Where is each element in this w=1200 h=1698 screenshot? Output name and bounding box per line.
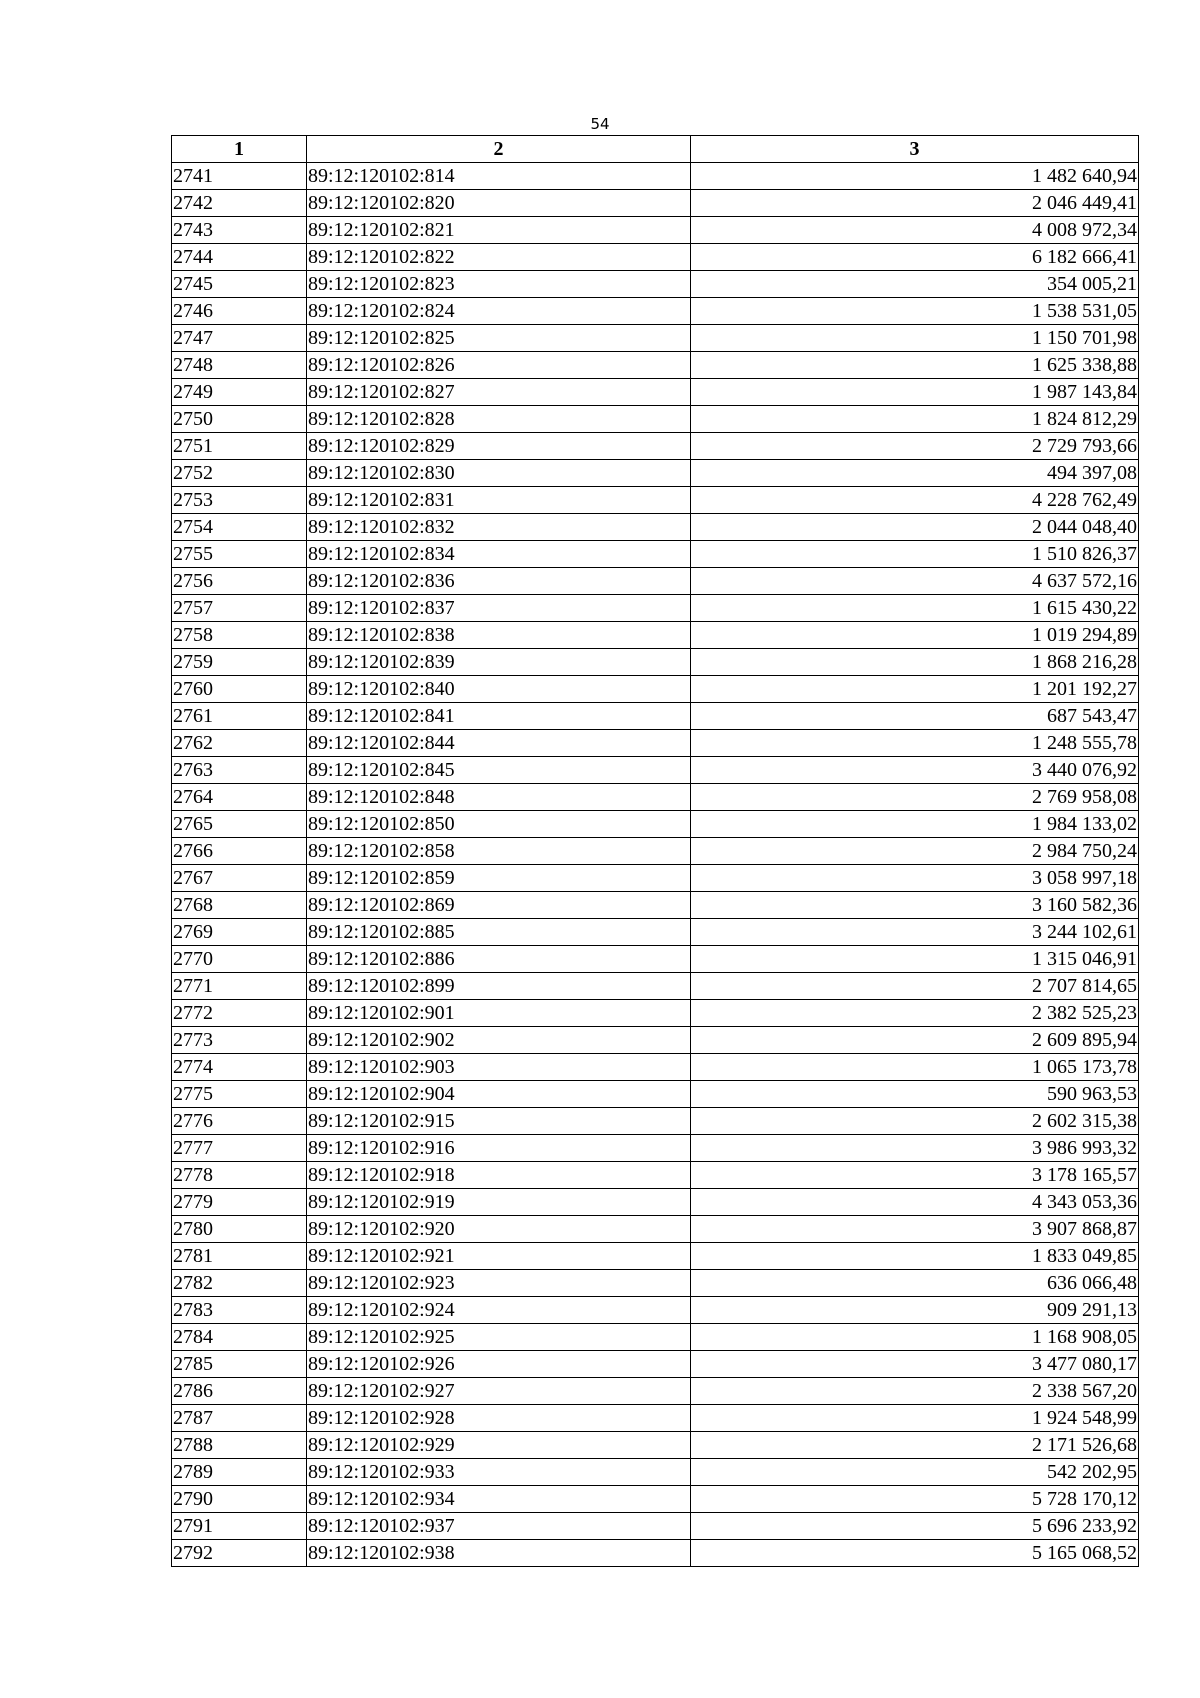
table-row xyxy=(172,1162,1139,1189)
page-number: 54 xyxy=(590,115,610,133)
value-cell: 6 182 666,41 xyxy=(691,244,1139,271)
cadastral-number-cell: 89:12:120102:834 xyxy=(307,541,691,568)
cadastral-number-cell: 89:12:120102:937 xyxy=(307,1513,691,1540)
column-header-3: 3 xyxy=(691,136,1139,163)
value-cell: 1 201 192,27 xyxy=(691,676,1139,703)
row-number-cell: 2788 xyxy=(172,1432,307,1459)
value-cell: 3 160 582,36 xyxy=(691,892,1139,919)
row-number-cell: 2772 xyxy=(172,1000,307,1027)
table-row xyxy=(172,757,1139,784)
value-cell: 4 008 972,34 xyxy=(691,217,1139,244)
cadastral-number-cell: 89:12:120102:920 xyxy=(307,1216,691,1243)
row-number-cell: 2790 xyxy=(172,1486,307,1513)
cadastral-number-cell: 89:12:120102:899 xyxy=(307,973,691,1000)
cadastral-number-cell: 89:12:120102:902 xyxy=(307,1027,691,1054)
value-cell: 1 625 338,88 xyxy=(691,352,1139,379)
cadastral-number-cell: 89:12:120102:934 xyxy=(307,1486,691,1513)
cadastral-number-cell: 89:12:120102:841 xyxy=(307,703,691,730)
row-number-cell: 2786 xyxy=(172,1378,307,1405)
row-number-cell: 2784 xyxy=(172,1324,307,1351)
row-number-cell: 2744 xyxy=(172,244,307,271)
value-cell: 2 602 315,38 xyxy=(691,1108,1139,1135)
table-row xyxy=(172,919,1139,946)
cadastral-number-cell: 89:12:120102:830 xyxy=(307,460,691,487)
table-header-row xyxy=(172,136,1139,163)
row-number-cell: 2751 xyxy=(172,433,307,460)
table-row xyxy=(172,838,1139,865)
table-row xyxy=(172,1351,1139,1378)
value-cell: 3 244 102,61 xyxy=(691,919,1139,946)
cadastral-number-cell: 89:12:120102:925 xyxy=(307,1324,691,1351)
table-row xyxy=(172,244,1139,271)
cadastral-number-cell: 89:12:120102:848 xyxy=(307,784,691,811)
table-row xyxy=(172,406,1139,433)
table-row xyxy=(172,271,1139,298)
value-cell: 5 728 170,12 xyxy=(691,1486,1139,1513)
value-cell: 2 338 567,20 xyxy=(691,1378,1139,1405)
table-row xyxy=(172,433,1139,460)
cadastral-number-cell: 89:12:120102:886 xyxy=(307,946,691,973)
table-row xyxy=(172,1000,1139,1027)
value-cell: 1 510 826,37 xyxy=(691,541,1139,568)
value-cell: 1 615 430,22 xyxy=(691,595,1139,622)
row-number-cell: 2769 xyxy=(172,919,307,946)
value-cell: 1 065 173,78 xyxy=(691,1054,1139,1081)
table-row xyxy=(172,946,1139,973)
row-number-cell: 2763 xyxy=(172,757,307,784)
cadastral-number-cell: 89:12:120102:918 xyxy=(307,1162,691,1189)
cadastral-number-cell: 89:12:120102:921 xyxy=(307,1243,691,1270)
row-number-cell: 2766 xyxy=(172,838,307,865)
row-number-cell: 2743 xyxy=(172,217,307,244)
cadastral-number-cell: 89:12:120102:859 xyxy=(307,865,691,892)
cadastral-number-cell: 89:12:120102:915 xyxy=(307,1108,691,1135)
row-number-cell: 2777 xyxy=(172,1135,307,1162)
row-number-cell: 2759 xyxy=(172,649,307,676)
table-row xyxy=(172,595,1139,622)
row-number-cell: 2774 xyxy=(172,1054,307,1081)
table-row xyxy=(172,514,1139,541)
table-row xyxy=(172,811,1139,838)
row-number-cell: 2792 xyxy=(172,1540,307,1567)
cadastral-number-cell: 89:12:120102:828 xyxy=(307,406,691,433)
table-row xyxy=(172,190,1139,217)
cadastral-number-cell: 89:12:120102:845 xyxy=(307,757,691,784)
table-row xyxy=(172,784,1139,811)
row-number-cell: 2748 xyxy=(172,352,307,379)
table-row xyxy=(172,1513,1139,1540)
table-row xyxy=(172,352,1139,379)
row-number-cell: 2746 xyxy=(172,298,307,325)
cadastral-number-cell: 89:12:120102:901 xyxy=(307,1000,691,1027)
row-number-cell: 2771 xyxy=(172,973,307,1000)
row-number-cell: 2781 xyxy=(172,1243,307,1270)
value-cell: 494 397,08 xyxy=(691,460,1139,487)
row-number-cell: 2767 xyxy=(172,865,307,892)
row-number-cell: 2789 xyxy=(172,1459,307,1486)
row-number-cell: 2770 xyxy=(172,946,307,973)
table-row xyxy=(172,622,1139,649)
table-row xyxy=(172,1108,1139,1135)
table-row xyxy=(172,1432,1139,1459)
table-row xyxy=(172,1486,1139,1513)
cadastral-number-cell: 89:12:120102:825 xyxy=(307,325,691,352)
row-number-cell: 2779 xyxy=(172,1189,307,1216)
value-cell: 3 986 993,32 xyxy=(691,1135,1139,1162)
row-number-cell: 2780 xyxy=(172,1216,307,1243)
row-number-cell: 2764 xyxy=(172,784,307,811)
value-cell: 2 769 958,08 xyxy=(691,784,1139,811)
value-cell: 5 696 233,92 xyxy=(691,1513,1139,1540)
cadastral-number-cell: 89:12:120102:869 xyxy=(307,892,691,919)
cadastral-number-cell: 89:12:120102:829 xyxy=(307,433,691,460)
table-row xyxy=(172,1324,1139,1351)
table-row xyxy=(172,1270,1139,1297)
table-row xyxy=(172,1459,1139,1486)
table-row xyxy=(172,1378,1139,1405)
value-cell: 2 609 895,94 xyxy=(691,1027,1139,1054)
table-row xyxy=(172,649,1139,676)
row-number-cell: 2753 xyxy=(172,487,307,514)
row-number-cell: 2757 xyxy=(172,595,307,622)
table-row xyxy=(172,1054,1139,1081)
value-cell: 3 907 868,87 xyxy=(691,1216,1139,1243)
table-row xyxy=(172,1081,1139,1108)
value-cell: 590 963,53 xyxy=(691,1081,1139,1108)
row-number-cell: 2765 xyxy=(172,811,307,838)
row-number-cell: 2755 xyxy=(172,541,307,568)
cadastral-number-cell: 89:12:120102:820 xyxy=(307,190,691,217)
value-cell: 4 343 053,36 xyxy=(691,1189,1139,1216)
row-number-cell: 2756 xyxy=(172,568,307,595)
table-row xyxy=(172,325,1139,352)
cadastral-number-cell: 89:12:120102:821 xyxy=(307,217,691,244)
value-cell: 2 171 526,68 xyxy=(691,1432,1139,1459)
value-cell: 1 987 143,84 xyxy=(691,379,1139,406)
cadastral-number-cell: 89:12:120102:933 xyxy=(307,1459,691,1486)
cadastral-number-cell: 89:12:120102:832 xyxy=(307,514,691,541)
value-cell: 2 046 449,41 xyxy=(691,190,1139,217)
cadastral-number-cell: 89:12:120102:885 xyxy=(307,919,691,946)
cadastral-number-cell: 89:12:120102:837 xyxy=(307,595,691,622)
cadastral-number-cell: 89:12:120102:827 xyxy=(307,379,691,406)
row-number-cell: 2749 xyxy=(172,379,307,406)
cadastral-number-cell: 89:12:120102:840 xyxy=(307,676,691,703)
value-cell: 1 019 294,89 xyxy=(691,622,1139,649)
value-cell: 2 984 750,24 xyxy=(691,838,1139,865)
row-number-cell: 2782 xyxy=(172,1270,307,1297)
row-number-cell: 2791 xyxy=(172,1513,307,1540)
cadastral-number-cell: 89:12:120102:838 xyxy=(307,622,691,649)
data-table xyxy=(171,135,1139,1567)
row-number-cell: 2760 xyxy=(172,676,307,703)
table-row xyxy=(172,379,1139,406)
row-number-cell: 2747 xyxy=(172,325,307,352)
row-number-cell: 2745 xyxy=(172,271,307,298)
value-cell: 3 477 080,17 xyxy=(691,1351,1139,1378)
cadastral-number-cell: 89:12:120102:858 xyxy=(307,838,691,865)
row-number-cell: 2778 xyxy=(172,1162,307,1189)
cadastral-number-cell: 89:12:120102:831 xyxy=(307,487,691,514)
cadastral-number-cell: 89:12:120102:938 xyxy=(307,1540,691,1567)
table-row xyxy=(172,217,1139,244)
cadastral-number-cell: 89:12:120102:814 xyxy=(307,163,691,190)
table-row xyxy=(172,865,1139,892)
row-number-cell: 2787 xyxy=(172,1405,307,1432)
value-cell: 4 637 572,16 xyxy=(691,568,1139,595)
cadastral-number-cell: 89:12:120102:836 xyxy=(307,568,691,595)
cadastral-number-cell: 89:12:120102:822 xyxy=(307,244,691,271)
row-number-cell: 2752 xyxy=(172,460,307,487)
row-number-cell: 2761 xyxy=(172,703,307,730)
table-row xyxy=(172,163,1139,190)
cadastral-number-cell: 89:12:120102:923 xyxy=(307,1270,691,1297)
row-number-cell: 2741 xyxy=(172,163,307,190)
row-number-cell: 2775 xyxy=(172,1081,307,1108)
value-cell: 1 482 640,94 xyxy=(691,163,1139,190)
cadastral-number-cell: 89:12:120102:926 xyxy=(307,1351,691,1378)
row-number-cell: 2754 xyxy=(172,514,307,541)
table-row xyxy=(172,1540,1139,1567)
cadastral-number-cell: 89:12:120102:824 xyxy=(307,298,691,325)
table-row xyxy=(172,568,1139,595)
cadastral-number-cell: 89:12:120102:904 xyxy=(307,1081,691,1108)
value-cell: 4 228 762,49 xyxy=(691,487,1139,514)
cadastral-number-cell: 89:12:120102:850 xyxy=(307,811,691,838)
cadastral-number-cell: 89:12:120102:929 xyxy=(307,1432,691,1459)
row-number-cell: 2768 xyxy=(172,892,307,919)
table-row xyxy=(172,703,1139,730)
cadastral-number-cell: 89:12:120102:928 xyxy=(307,1405,691,1432)
value-cell: 5 165 068,52 xyxy=(691,1540,1139,1567)
cadastral-number-cell: 89:12:120102:924 xyxy=(307,1297,691,1324)
value-cell: 1 150 701,98 xyxy=(691,325,1139,352)
table-row xyxy=(172,892,1139,919)
value-cell: 3 178 165,57 xyxy=(691,1162,1139,1189)
value-cell: 1 824 812,29 xyxy=(691,406,1139,433)
cadastral-number-cell: 89:12:120102:823 xyxy=(307,271,691,298)
table-row xyxy=(172,298,1139,325)
value-cell: 687 543,47 xyxy=(691,703,1139,730)
row-number-cell: 2783 xyxy=(172,1297,307,1324)
value-cell: 1 868 216,28 xyxy=(691,649,1139,676)
table-row xyxy=(172,730,1139,757)
table-row xyxy=(172,460,1139,487)
column-header-2: 2 xyxy=(307,136,691,163)
value-cell: 2 729 793,66 xyxy=(691,433,1139,460)
table-row xyxy=(172,1189,1139,1216)
table-body xyxy=(172,163,1139,1567)
row-number-cell: 2742 xyxy=(172,190,307,217)
cadastral-number-cell: 89:12:120102:844 xyxy=(307,730,691,757)
cadastral-number-cell: 89:12:120102:927 xyxy=(307,1378,691,1405)
table-row xyxy=(172,1243,1139,1270)
table-row xyxy=(172,1405,1139,1432)
value-cell: 636 066,48 xyxy=(691,1270,1139,1297)
value-cell: 1 315 046,91 xyxy=(691,946,1139,973)
value-cell: 1 833 049,85 xyxy=(691,1243,1139,1270)
row-number-cell: 2750 xyxy=(172,406,307,433)
row-number-cell: 2785 xyxy=(172,1351,307,1378)
cadastral-number-cell: 89:12:120102:826 xyxy=(307,352,691,379)
row-number-cell: 2762 xyxy=(172,730,307,757)
value-cell: 1 168 908,05 xyxy=(691,1324,1139,1351)
column-header-1: 1 xyxy=(172,136,307,163)
table-row xyxy=(172,1216,1139,1243)
cadastral-number-cell: 89:12:120102:919 xyxy=(307,1189,691,1216)
row-number-cell: 2773 xyxy=(172,1027,307,1054)
value-cell: 1 924 548,99 xyxy=(691,1405,1139,1432)
value-cell: 3 440 076,92 xyxy=(691,757,1139,784)
value-cell: 3 058 997,18 xyxy=(691,865,1139,892)
table-row xyxy=(172,1027,1139,1054)
table-row xyxy=(172,973,1139,1000)
value-cell: 542 202,95 xyxy=(691,1459,1139,1486)
value-cell: 2 707 814,65 xyxy=(691,973,1139,1000)
table-row xyxy=(172,541,1139,568)
value-cell: 1 248 555,78 xyxy=(691,730,1139,757)
cadastral-number-cell: 89:12:120102:839 xyxy=(307,649,691,676)
value-cell: 354 005,21 xyxy=(691,271,1139,298)
cadastral-number-cell: 89:12:120102:916 xyxy=(307,1135,691,1162)
table-row xyxy=(172,1297,1139,1324)
value-cell: 2 044 048,40 xyxy=(691,514,1139,541)
table-row xyxy=(172,676,1139,703)
value-cell: 1 984 133,02 xyxy=(691,811,1139,838)
row-number-cell: 2776 xyxy=(172,1108,307,1135)
table-row xyxy=(172,487,1139,514)
table-row xyxy=(172,1135,1139,1162)
cadastral-number-cell: 89:12:120102:903 xyxy=(307,1054,691,1081)
value-cell: 1 538 531,05 xyxy=(691,298,1139,325)
value-cell: 909 291,13 xyxy=(691,1297,1139,1324)
value-cell: 2 382 525,23 xyxy=(691,1000,1139,1027)
row-number-cell: 2758 xyxy=(172,622,307,649)
